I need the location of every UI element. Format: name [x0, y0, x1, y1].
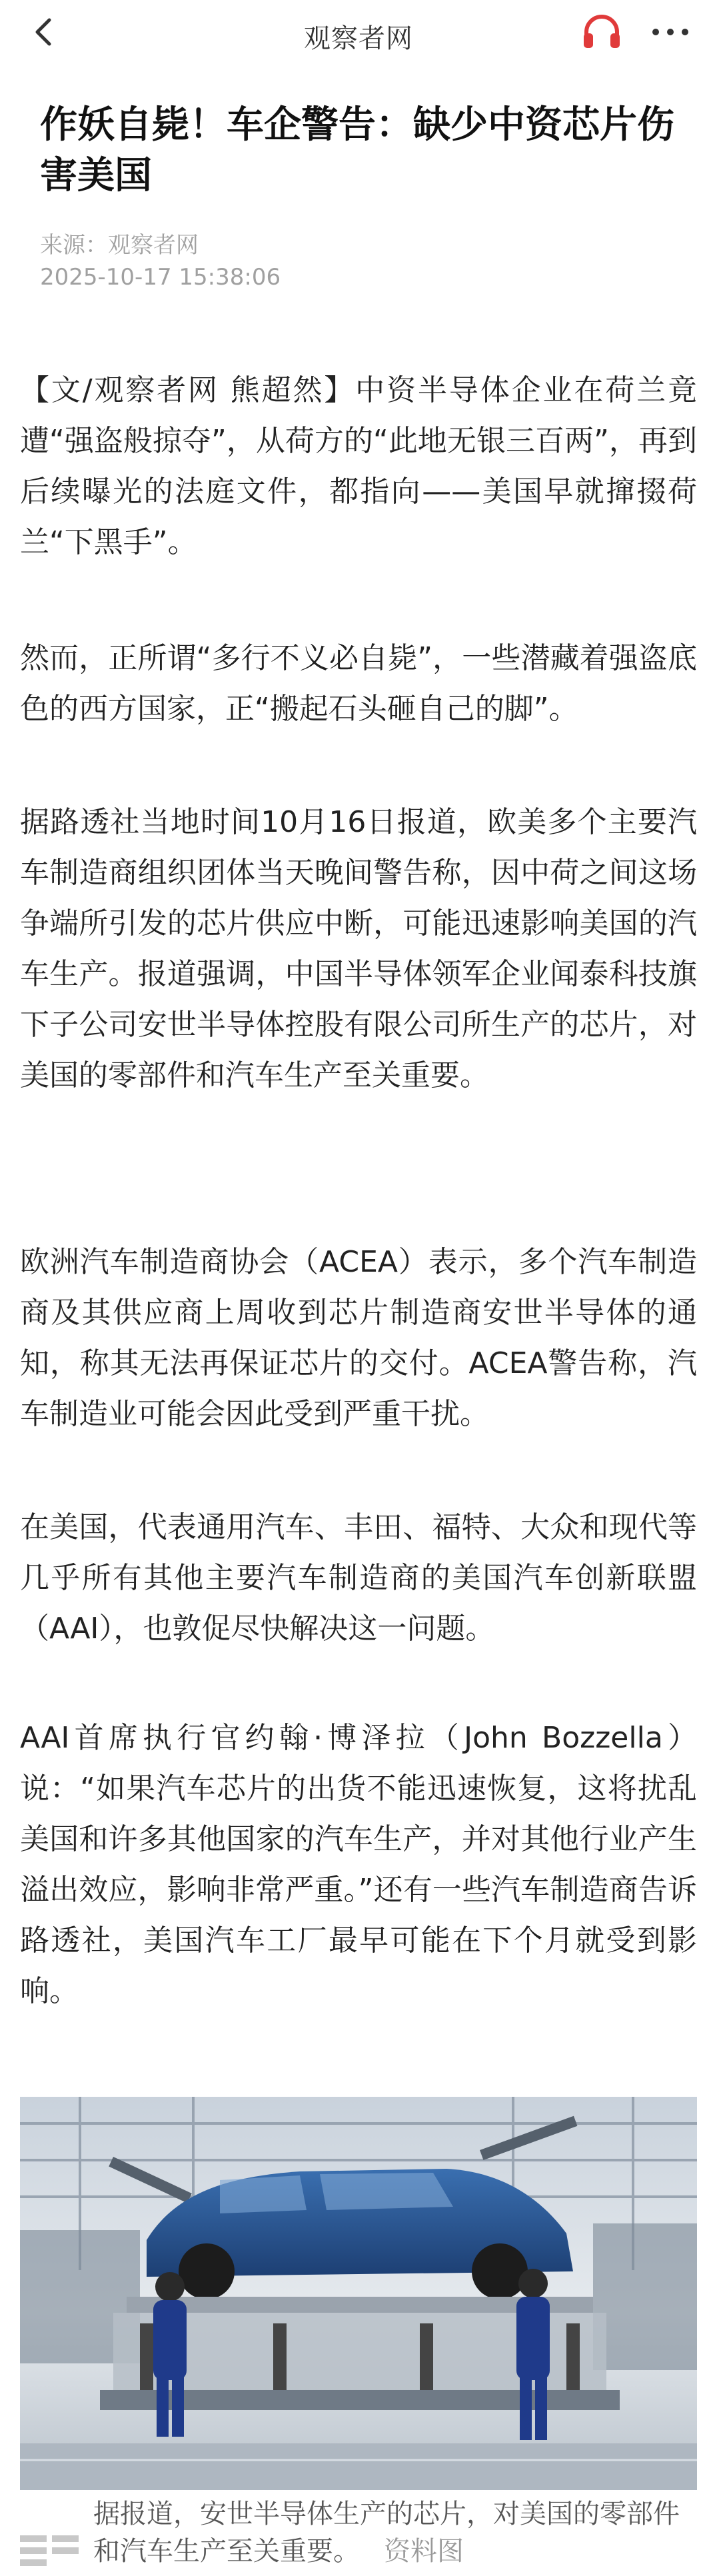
- image-caption-text: 据报道，安世半导体生产的芯片，对美国的零部件和汽车生产至关重要。: [93, 2499, 680, 2567]
- headphones-icon: [578, 12, 625, 52]
- article-image[interactable]: [20, 2097, 697, 2490]
- more-dots-icon: [646, 12, 694, 52]
- article-datetime: 2025-10-17 15:38:06: [40, 264, 281, 291]
- page-title: 观察者网: [304, 23, 413, 54]
- audio-button[interactable]: [578, 12, 625, 52]
- article-source: 来源：观察者网: [40, 232, 199, 259]
- article-paragraph: 【文/观察者网 熊超然】中资半导体企业在荷兰竟遭“强盗般掠夺”，从荷方的“此地无银三百两”，再到后续曝光的法庭文件，都指向——美国早就撺掇荷兰“下黑手”。: [20, 373, 697, 559]
- article-paragraph: 据路透社当地时间10月16日报道，欧美多个主要汽车制造商组织团体当天晚间警告称，因中荷之间这场争端所引发的芯片供应中断，可能迅速影响美国的汽车生产。报道强调，中国半导体领军企业闻泰科技旗下子公司安世半导体控股有限公司所生产的芯片，对美国的零部件和汽车生产至关重要。: [20, 805, 697, 1092]
- article-title: 作妖自毙！车企警告：缺少中资芯片伤害美国: [40, 103, 674, 197]
- article-paragraph: 然而，正所谓“多行不义必自毙”，一些潜藏着强盗底色的西方国家，正“搬起石头砸自己的脚”。: [20, 641, 697, 726]
- article-paragraph: 欧洲汽车制造商协会（ACEA）表示，多个汽车制造商及其供应商上周收到芯片制造商安世半导体的通知，称其无法再保证芯片的交付。ACEA警告称，汽车制造业可能会因此受到严重干扰。: [20, 1245, 697, 1431]
- watermark-logo: [20, 2530, 80, 2570]
- image-caption: [93, 2495, 693, 2570]
- top-nav-bar: [0, 0, 717, 64]
- image-caption-area: [20, 2490, 697, 2576]
- image-caption-tag: 资料图: [384, 2536, 464, 2567]
- factory-photo: [20, 2097, 697, 2490]
- more-options-button[interactable]: [646, 12, 694, 52]
- article-paragraph: 在美国，代表通用汽车、丰田、福特、大众和现代等几乎所有其他主要汽车制造商的美国汽车创新联盟（AAI），也敦促尽快解决这一问题。: [20, 1510, 697, 1646]
- article-paragraph: AAI首席执行官约翰·博泽拉（John Bozzella）说：“如果汽车芯片的出货不能迅速恢复，这将扰乱美国和许多其他国家的汽车生产，并对其他行业产生溢出效应，影响非常严重。”还有一些汽车制造商告诉路透社，美国汽车工厂最早可能在下个月就受到影响。: [20, 1721, 697, 2008]
